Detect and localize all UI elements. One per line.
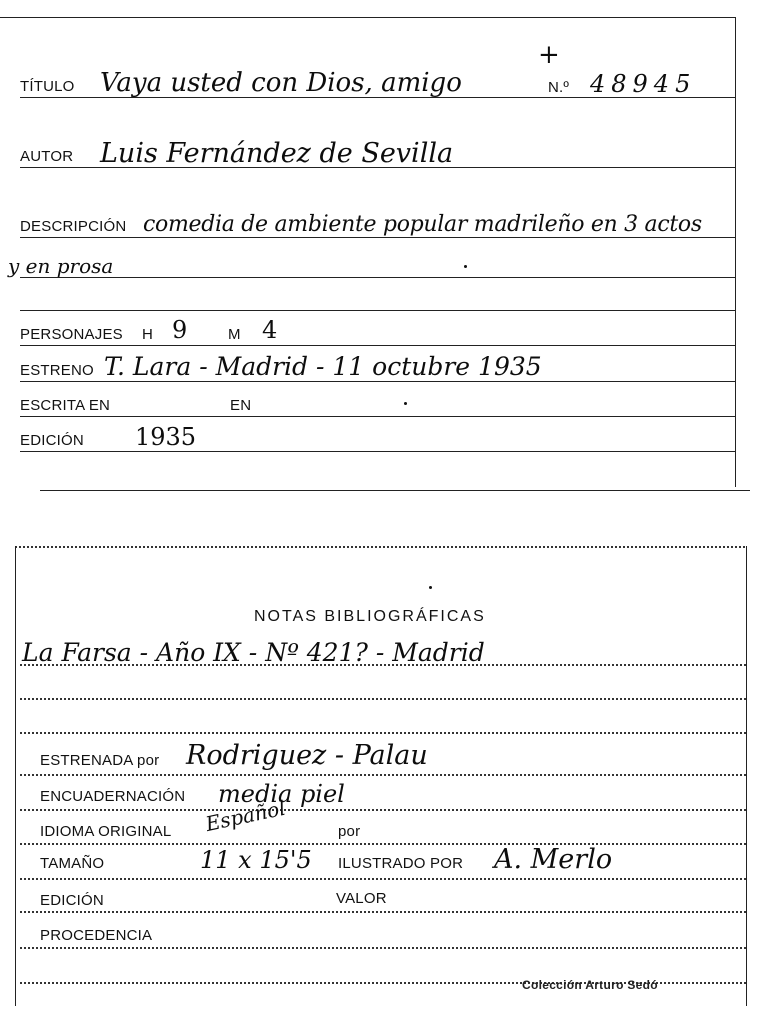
estrenada-value: Rodriguez - Palau <box>186 740 428 771</box>
encuadernacion-label: ENCUADERNACIÓN <box>40 788 186 805</box>
descripcion-line-1 <box>20 237 735 238</box>
collection-credit: Colección Arturo Sedó <box>522 978 658 992</box>
escrita-line <box>20 416 735 417</box>
edicion-line <box>20 451 735 452</box>
personajes-label: PERSONAJES <box>20 326 123 343</box>
h-value: 9 <box>172 316 188 344</box>
numero-label: N.º <box>548 79 570 96</box>
card-right-border <box>735 17 736 487</box>
notas-header: NOTAS BIBLIOGRÁFICAS <box>254 608 486 625</box>
en-label: EN <box>230 397 252 414</box>
card-right-border <box>746 546 747 1006</box>
card-top-border <box>0 17 735 18</box>
descripcion-value-2: y en prosa <box>8 254 114 278</box>
estreno-line <box>20 381 735 382</box>
escrita-label: ESCRITA EN <box>20 397 111 414</box>
encuadernacion-value: media piel <box>218 780 345 808</box>
idioma-line <box>20 843 746 845</box>
edicion-value: 1935 <box>135 423 197 451</box>
ink-speck <box>404 402 407 405</box>
nota-value: La Farsa - Año IX - Nº 421? - Madrid <box>22 638 485 667</box>
ink-speck <box>464 265 467 268</box>
tamano-line <box>20 878 746 880</box>
card-top-border <box>15 546 745 548</box>
ilustrado-label: ILUSTRADO POR <box>338 855 464 872</box>
ink-speck <box>429 586 432 589</box>
tamano-label: TAMAÑO <box>40 855 105 872</box>
notas-line-2 <box>20 698 746 700</box>
card-left-border <box>15 546 16 1006</box>
numero-value: 48945 <box>590 70 697 98</box>
encuadernacion-line <box>20 809 746 811</box>
ilustrado-value: A. Merlo <box>494 844 613 875</box>
estrenada-label: ESTRENADA por <box>40 752 160 769</box>
catalog-card-top <box>0 0 759 500</box>
blank-line <box>20 310 735 311</box>
titulo-line <box>20 97 735 98</box>
idioma-label: IDIOMA ORIGINAL <box>40 823 172 840</box>
notas-line-1 <box>20 664 746 666</box>
descripcion-value-1: comedia de ambiente popular madrileño en 3 actos <box>143 212 702 237</box>
valor-label: VALOR <box>336 890 387 907</box>
m-value: 4 <box>262 316 278 344</box>
personajes-line <box>20 345 735 346</box>
por-label: por <box>338 823 361 840</box>
tamano-value: 11 x 15'5 <box>200 846 312 874</box>
edicion-label: EDICIÓN <box>20 432 84 449</box>
edicion-line-2 <box>20 911 746 913</box>
notas-line-3 <box>20 732 746 734</box>
descripcion-label: DESCRIPCIÓN <box>20 218 127 235</box>
procedencia-label: PROCEDENCIA <box>40 927 153 944</box>
autor-value: Luis Fernández de Sevilla <box>100 138 454 169</box>
estreno-value: T. Lara - Madrid - 11 octubre 1935 <box>104 352 542 381</box>
card-bottom-border <box>40 490 750 491</box>
procedencia-line <box>20 947 746 949</box>
estreno-label: ESTRENO <box>20 362 94 379</box>
descripcion-line-2 <box>20 277 735 278</box>
edicion-label-2: EDICIÓN <box>40 892 104 909</box>
titulo-value: Vaya usted con Dios, amigo <box>100 68 462 98</box>
h-label: H <box>142 326 154 343</box>
idioma-value: Español <box>203 795 288 836</box>
autor-label: AUTOR <box>20 148 74 165</box>
autor-line <box>20 167 735 168</box>
titulo-label: TÍTULO <box>20 78 75 95</box>
estrenada-line <box>20 774 746 776</box>
numero-mark: + <box>538 40 560 70</box>
m-label: M <box>228 326 241 343</box>
catalog-card-bottom <box>0 530 759 1028</box>
